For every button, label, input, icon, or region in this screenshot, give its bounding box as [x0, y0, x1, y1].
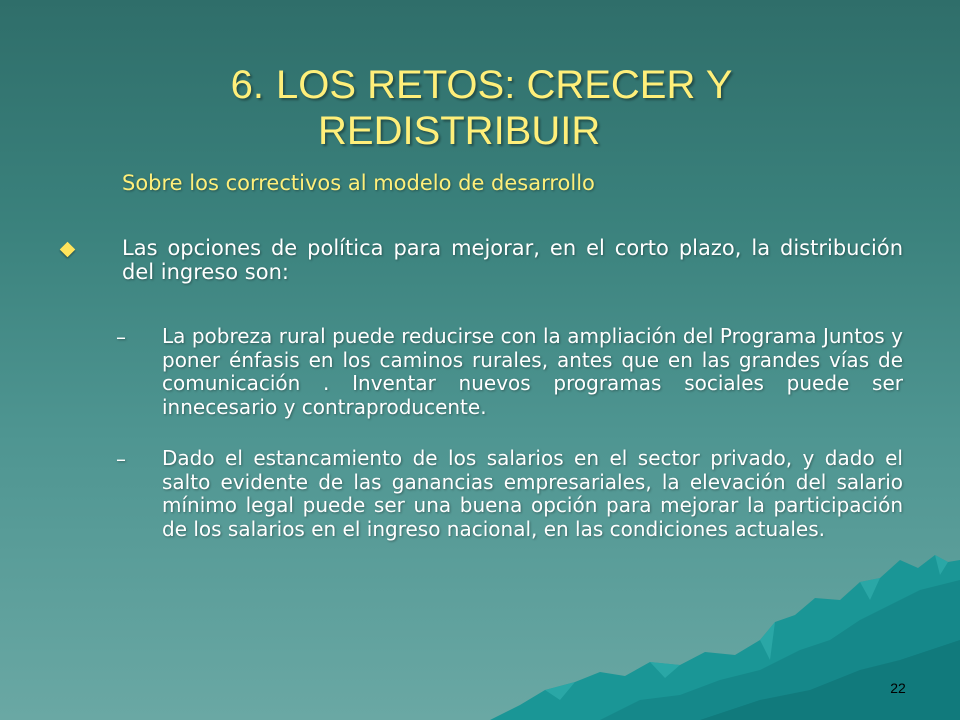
diamond-bullet-icon	[60, 242, 76, 258]
slide-title	[150, 62, 810, 154]
title-line-2: REDISTRIBUIR	[318, 109, 601, 153]
dash-marker: –	[116, 325, 126, 349]
bullet-item	[60, 236, 903, 284]
dash-marker: –	[116, 447, 126, 471]
sub-item-1	[116, 325, 903, 419]
page-number: 22	[890, 680, 906, 696]
sub-item-2	[116, 447, 903, 541]
title-line-1: LOS RETOS: CRECER Y	[276, 63, 733, 107]
slide-subtitle: Sobre los correctivos al modelo de desarrollo	[122, 171, 595, 195]
sub-item-text: La pobreza rural puede reducirse con la ampliación del Programa Juntos y poner énfasis en los caminos rurales, antes que en las grandes vías de comunicación . Inventar nuevos programas sociales puede ser innecesario y contraproducente.	[162, 324, 903, 419]
title-number: 6.	[230, 63, 264, 107]
bullet-text: Las opciones de política para mejorar, en el corto plazo, la distribución del ingreso son:	[122, 236, 903, 284]
sub-item-text: Dado el estancamiento de los salarios en el sector privado, y dado el salto evidente de las ganancias empresariales, la elevación del salario mínimo legal puede ser una buena opción para mejorar la participación de los salarios en el ingreso nacional, en las condiciones actuales.	[162, 446, 903, 541]
